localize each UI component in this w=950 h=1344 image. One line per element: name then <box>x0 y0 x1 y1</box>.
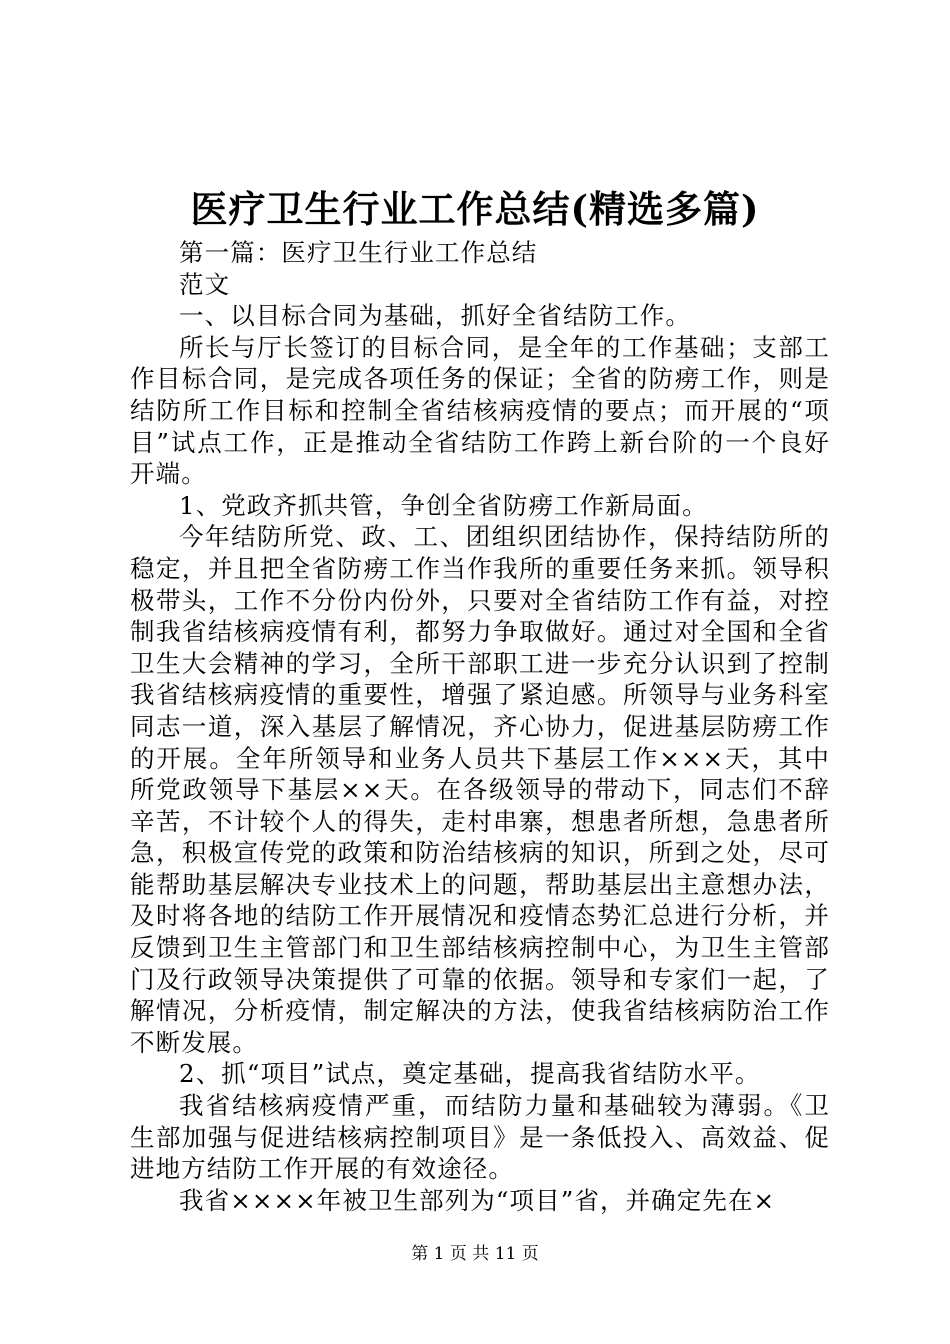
document-title: 医疗卫生行业工作总结(精选多篇) <box>190 187 760 231</box>
paragraph: 所长与厅长签订的目标合同，是全年的工作基础；支部工作目标合同，是完成各项任务的保证；全省的防痨工作，则是结防所工作目标和控制全省结核病疫情的要点；而开展的“项目”试点工作，正是推动全省结防工作跨上新台阶的一个良好开端。 <box>130 332 830 489</box>
subsection-heading: 一、以目标合同为基础，抓好全省结防工作。 <box>179 301 691 331</box>
paragraph: 今年结防所党、政、工、团组织团结协作，保持结防所的稳定，并且把全省防痨工作当作我所的重要任务来抓。领导积极带头，工作不分份内份外，只要对全省结防工作有益，对控制我省结核病疫情有利，都努力争取做好。通过对全国和全省卫生大会精神的学习，全所干部职工进一步充分认识到了控制我省结核病疫情的重要性，增强了紧迫感。所领导与业务科室同志一道，深入基层了解情况，齐心协力，促进基层防痨工作的开展。全年所领导和业务人员共下基层工作×××天，其中所党政领导下基层××天。在各级领导的带动下，同志们不辞辛苦，不计较个人的得失，走村串寨，想患者所想，急患者所急，积极宣传党的政策和防治结核病的知识，所到之处，尽可能帮助基层解决专业技术上的问题，帮助基层出主意想办法，及时将各地的结防工作开展情况和疫情态势汇总进行分析，并反馈到卫生主管部门和卫生部结核病控制中心，为卫生主管部门及行政领导决策提供了可靠的依据。领导和专家们一起，了解情况，分析疫情，制定解决的方法，使我省结核病防治工作不断发展。 <box>130 522 830 1057</box>
document-body <box>130 237 830 1216</box>
page-footer: 第 1 页 共 11 页 <box>411 1244 539 1264</box>
paragraph: 范文 <box>179 269 231 299</box>
paragraph: 我省××××年被卫生部列为“项目”省，并确定先在× <box>179 1185 776 1215</box>
paragraph: 我省结核病疫情严重，而结防力量和基础较为薄弱。《卫生部加强与促进结核病控制项目》是一条低投入、高效益、促进地方结防工作开展的有效途径。 <box>130 1091 830 1184</box>
subsection-heading: 2、抓“项目”试点，奠定基础，提高我省结防水平。 <box>179 1059 761 1089</box>
subsection-heading: 1、党政齐抓共管，争创全省防痨工作新局面。 <box>179 490 708 520</box>
section-heading: 第一篇：医疗卫生行业工作总结 <box>179 238 538 267</box>
